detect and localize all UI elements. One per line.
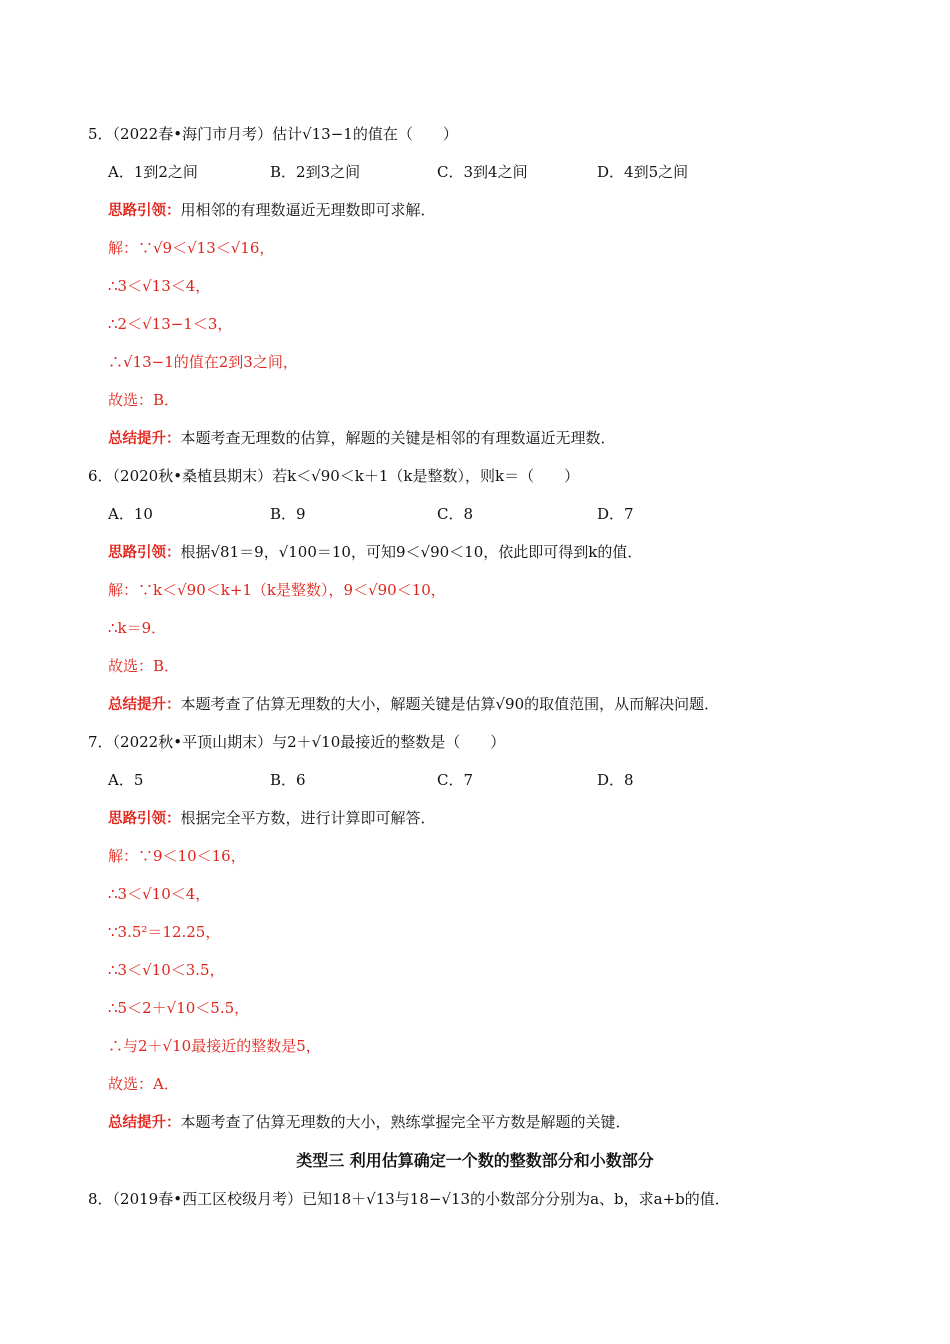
question-5-option-b: B．2到3之间 [270,163,361,181]
hint-label: 思路引领： [108,545,181,561]
summary-text: 本题考查了估算无理数的大小，解题关键是估算√90的取值范围，从而解决问题． [180,695,720,713]
question-7-option-b: B．6 [270,771,306,789]
question-6-option-c: C．8 [437,505,474,523]
question-5-solution-line: 解：∵√9＜√13＜√16， [108,239,275,257]
summary-text: 本题考查了估算无理数的大小，熟练掌握完全平方数是解题的关键． [180,1113,631,1131]
question-7-solution-line: 解：∵9＜10＜16， [108,847,246,865]
summary-label: 总结提升： [108,1115,181,1131]
question-8-stem: 8．（2019春•西工区校级月考）已知18＋√13与18−√13的小数部分分别为a、b，求a+b的值． [88,1190,730,1208]
question-5-option-a: A．1到2之间 [108,163,198,181]
hint-label: 思路引领： [108,203,181,219]
question-6-solution-line: ∴k＝9． [108,619,167,637]
question-5-answer: 故选：B． [108,391,180,409]
hint-text: 根据完全平方数，进行计算即可解答． [180,809,436,827]
question-7-summary [108,1112,631,1133]
question-6-option-b: B．9 [270,505,306,523]
question-6-hint [108,542,642,563]
question-7-option-a: A．5 [108,771,144,789]
question-5-hint [108,200,436,221]
question-5-option-c: C．3到4之间 [437,163,528,181]
summary-text: 本题考查无理数的估算，解题的关键是相邻的有理数逼近无理数． [180,429,616,447]
hint-label: 思路引领： [108,811,181,827]
hint-text: 用相邻的有理数逼近无理数即可求解． [180,201,436,219]
question-7-solution-line: ∵3.5²＝12.25， [108,923,221,941]
question-5-solution-line: ∴2＜√13−1＜3， [108,315,233,333]
question-6-stem: 6．（2020秋•桑植县期末）若k＜√90＜k＋1（k是整数），则k＝（ ） [88,467,580,485]
question-5-solution-line: ∴√13−1的值在2到3之间， [108,353,298,371]
question-5-summary [108,428,616,449]
question-7-solution-line: ∴3＜√10＜3.5， [108,961,225,979]
section-heading: 类型三 利用估算确定一个数的整数部分和小数部分 [296,1151,654,1170]
question-5-solution-line: ∴3＜√13＜4， [108,277,211,295]
question-5-option-d: D．4到5之间 [597,163,689,181]
question-6-answer: 故选：B． [108,657,180,675]
question-6-solution-line: 解：∵k＜√90＜k+1（k是整数），9＜√90＜10， [108,581,446,599]
question-6-option-a: A．10 [108,505,153,523]
question-7-stem: 7．（2022秋•平顶山期末）与2＋√10最接近的整数是（ ） [88,733,506,751]
question-5-stem: 5．（2022春•海门市月考）估计√13−1的值在（ ） [88,125,458,143]
summary-label: 总结提升： [108,431,181,447]
question-6-summary [108,694,719,715]
hint-text: 根据√81＝9，√100＝10，可知9＜√90＜10，依此即可得到k的值． [180,543,643,561]
question-7-option-c: C．7 [437,771,474,789]
question-6-option-d: D．7 [597,505,634,523]
question-7-solution-line: ∴与2＋√10最接近的整数是5， [108,1037,321,1055]
question-7-answer: 故选：A． [108,1075,179,1093]
question-7-solution-line: ∴5＜2＋√10＜5.5， [108,999,250,1017]
summary-label: 总结提升： [108,697,181,713]
question-7-hint [108,808,436,829]
question-7-option-d: D．8 [597,771,634,789]
question-7-solution-line: ∴3＜√10＜4， [108,885,211,903]
